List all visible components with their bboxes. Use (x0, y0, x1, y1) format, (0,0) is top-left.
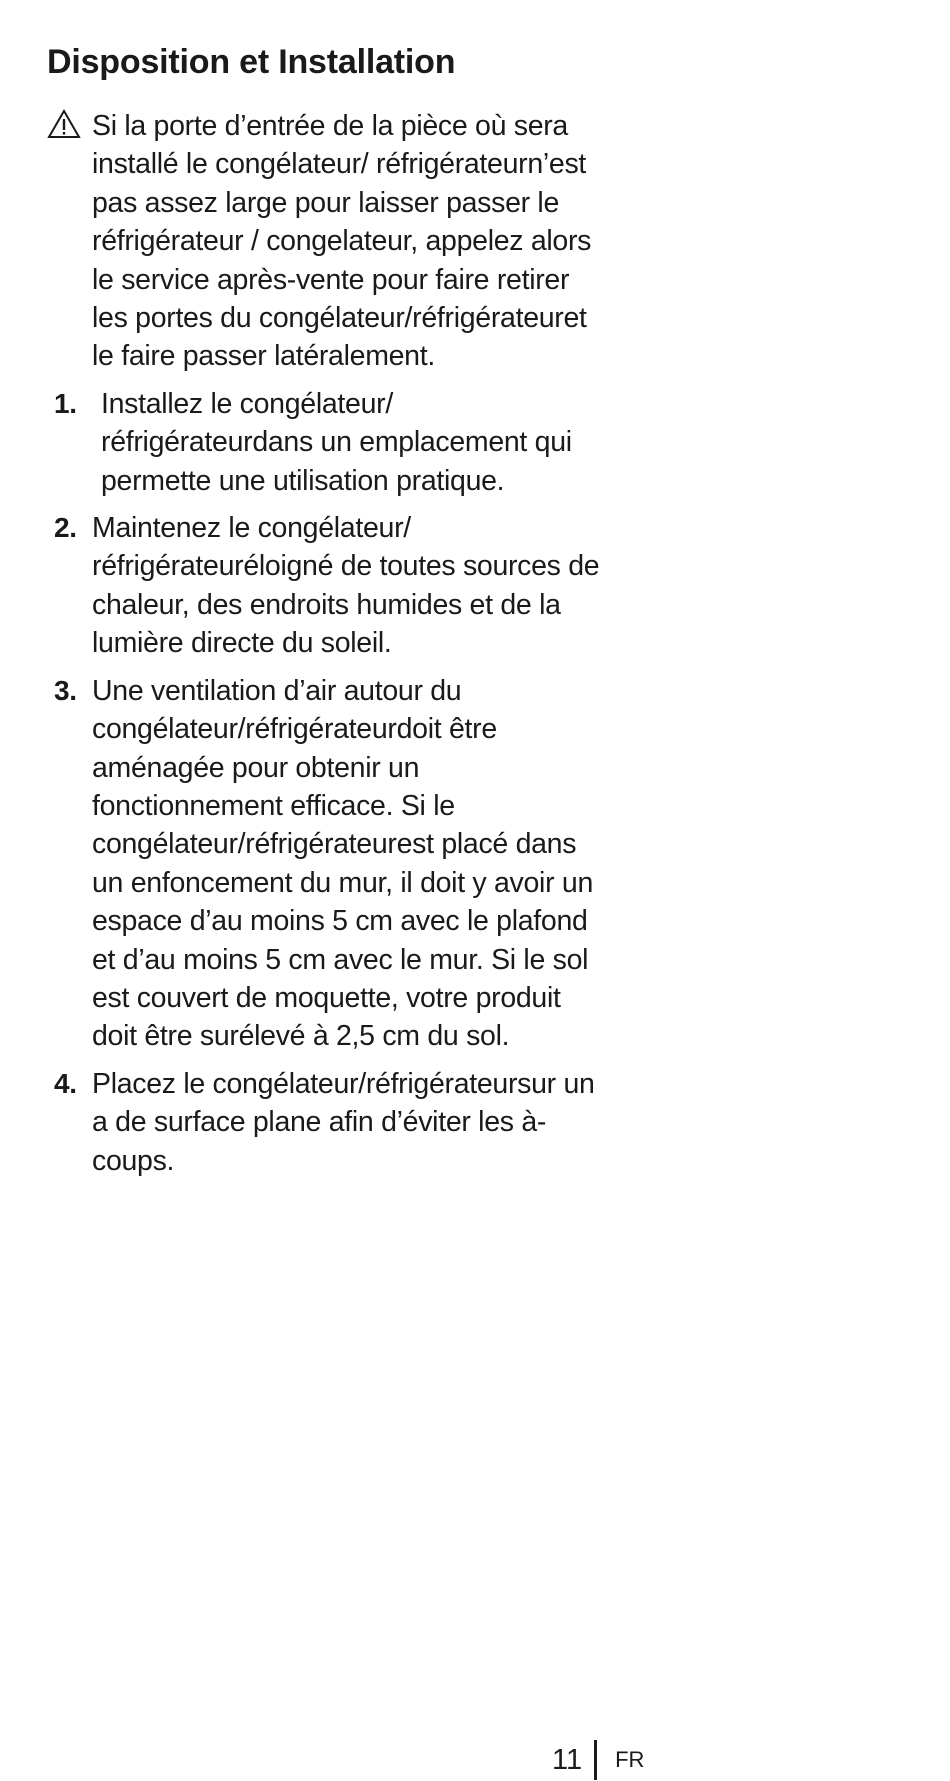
step-number: 4. (54, 1067, 77, 1099)
step-number: 2. (54, 512, 77, 544)
step-text: Maintenez le congélateur/ réfrigérateuréloigné de toutes sources de chaleur, des endroits humides et de la lumière directe du soleil. (92, 512, 600, 660)
section-title: Disposition et Installation (47, 43, 456, 81)
list-item (47, 385, 607, 500)
list-item (47, 672, 607, 1056)
page-number: 11 (552, 1744, 583, 1776)
list-item (47, 1065, 607, 1180)
language-code: FR (615, 1747, 645, 1772)
step-number: 1. (54, 387, 77, 419)
step-text: Une ventilation d’air autour du congélateur/réfrigérateurdoit être aménagée pour obtenir un fonctionnement efficace. Si le congélateur/réfrigérateurest placé dans un enfoncement du mur, il doit y avoir un espace d’au moins 5 cm avec le plafond et d’au moins 5 cm avec le mur. Si le sol est couvert de moquette, votre produit doit être surélevé à 2,5 cm du sol. (92, 674, 593, 1053)
footer-divider (594, 1740, 597, 1780)
step-number: 3. (54, 674, 77, 706)
warning-text: Si la porte d’entrée de la pièce où sera installé le congélateur/ réfrigérateurn’est pas assez large pour laisser passer le réfrigérateur / congelateur, appelez alors le service après-vente pour faire retirer les portes du congélateur/réfrigérateuret le faire passer latéralement. (92, 110, 592, 373)
page-footer (552, 1740, 644, 1780)
warning-triangle-icon (47, 108, 83, 144)
step-text: Installez le congélateur/ réfrigérateurdans un emplacement qui permette une utilisation pratique. (101, 387, 572, 497)
list-item (47, 509, 607, 663)
warning-note (47, 107, 607, 376)
step-text: Placez le congélateur/réfrigérateursur un a de surface plane afin d’éviter les à-coups. (92, 1067, 595, 1177)
instructions-list (47, 107, 607, 1189)
